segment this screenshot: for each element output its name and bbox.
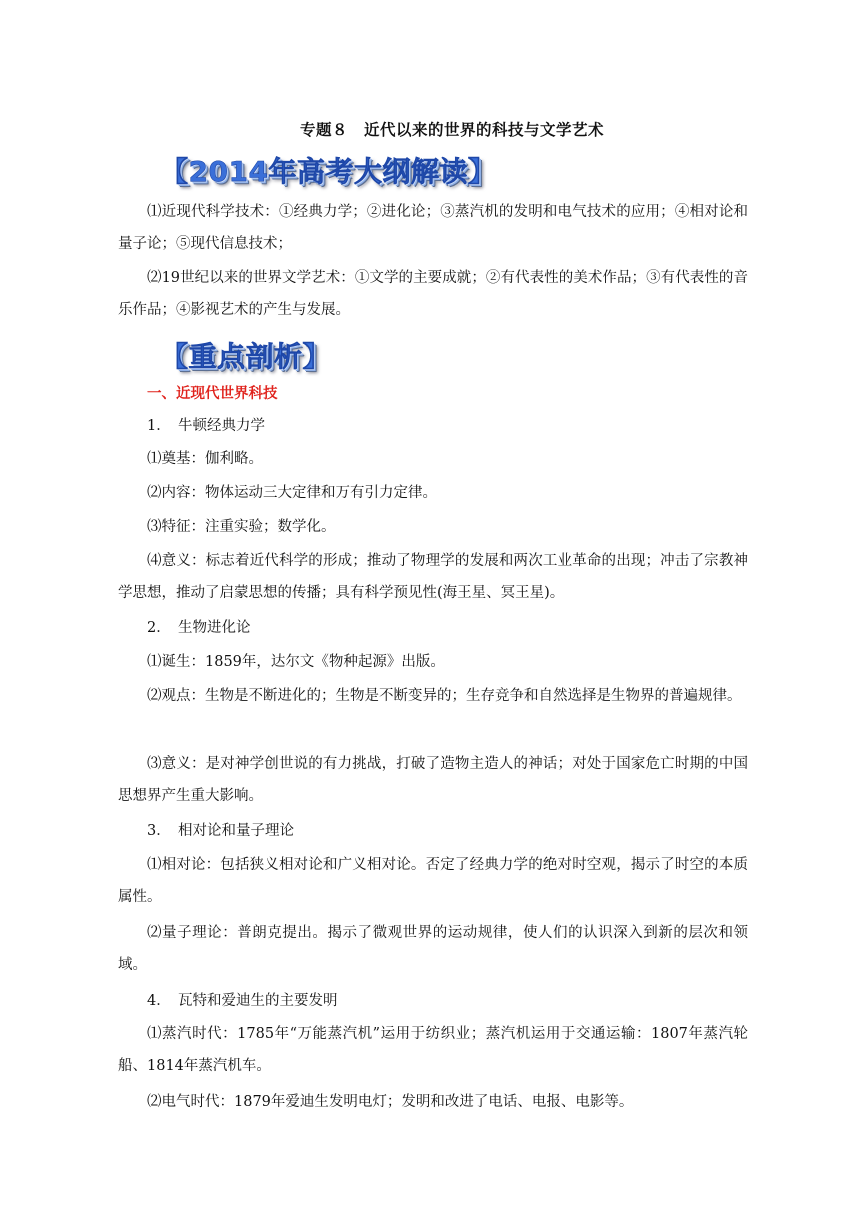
paragraph-quantum: ⑵量子理论：普朗克提出。揭示了微观世界的运动规律，使人们的认识深入到新的层次和领域。 (118, 925, 748, 973)
outline-paragraph-1: ⑴近现代科学技术：①经典力学；②进化论；③蒸汽机的发明和电气技术的应用；④相对论和量子论；⑤现代信息技术； (118, 204, 748, 252)
paragraph-viewpoint: ⑵观点：生物是不断进化的；生物是不断变异的；生存竞争和自然选择是生物界的普遍规律。 (147, 688, 742, 704)
paragraph-electric-age: ⑵电气时代：1879年爱迪生发明电灯；发明和改进了电话、电报、电影等。 (147, 1094, 634, 1110)
paragraph-significance-newton: ⑷意义：标志着近代科学的形成；推动了物理学的发展和两次工业革命的出现；冲击了宗教神学思想，推动了启蒙思想的传播；具有科学预见性(海王星、冥王星)。 (118, 553, 748, 601)
outline-paragraph-2: ⑵19世纪以来的世界文学艺术：①文学的主要成就；②有代表性的美术作品；③有代表性的音乐作品；④影视艺术的产生与发展。 (118, 270, 748, 318)
paragraph-foundation: ⑴奠基：伽利略。 (147, 451, 263, 467)
paragraph-content: ⑵内容：物体运动三大定律和万有引力定律。 (147, 485, 437, 501)
paragraph-relativity: ⑴相对论：包括狭义相对论和广义相对论。否定了经典力学的绝对时空观，揭示了时空的本质属性。 (118, 857, 748, 905)
paragraph-steam-age: ⑴蒸汽时代：1785年“万能蒸汽机”运用于纺织业；蒸汽机运用于交通运输：1807年蒸汽轮船、1814年蒸汽机车。 (118, 1026, 748, 1074)
document-title: 专题８ 近代以来的世界的科技与文学艺术 (300, 121, 605, 139)
banner-key-analysis: 【重点剖析】 (160, 340, 332, 373)
paragraph-birth: ⑴诞生：1859年，达尔文《物种起源》出版。 (147, 654, 445, 670)
section-heading: 一、近现代世界科技 (147, 386, 278, 402)
item-heading-inventions: 4． 瓦特和爱迪生的主要发明 (147, 993, 338, 1009)
item-heading-evolution: 2． 生物进化论 (147, 620, 251, 636)
paragraph-features: ⑶特征：注重实验；数学化。 (147, 519, 336, 535)
banner-outline-interpretation: 【2014年高考大纲解读】 (160, 155, 497, 188)
item-heading-newton: 1． 牛顿经典力学 (147, 418, 265, 434)
paragraph-significance-evolution: ⑶意义：是对神学创世说的有力挑战，打破了造物主造人的神话；对处于国家危亡时期的中国思想界产生重大影响。 (118, 756, 748, 804)
item-heading-relativity: 3． 相对论和量子理论 (147, 823, 294, 839)
